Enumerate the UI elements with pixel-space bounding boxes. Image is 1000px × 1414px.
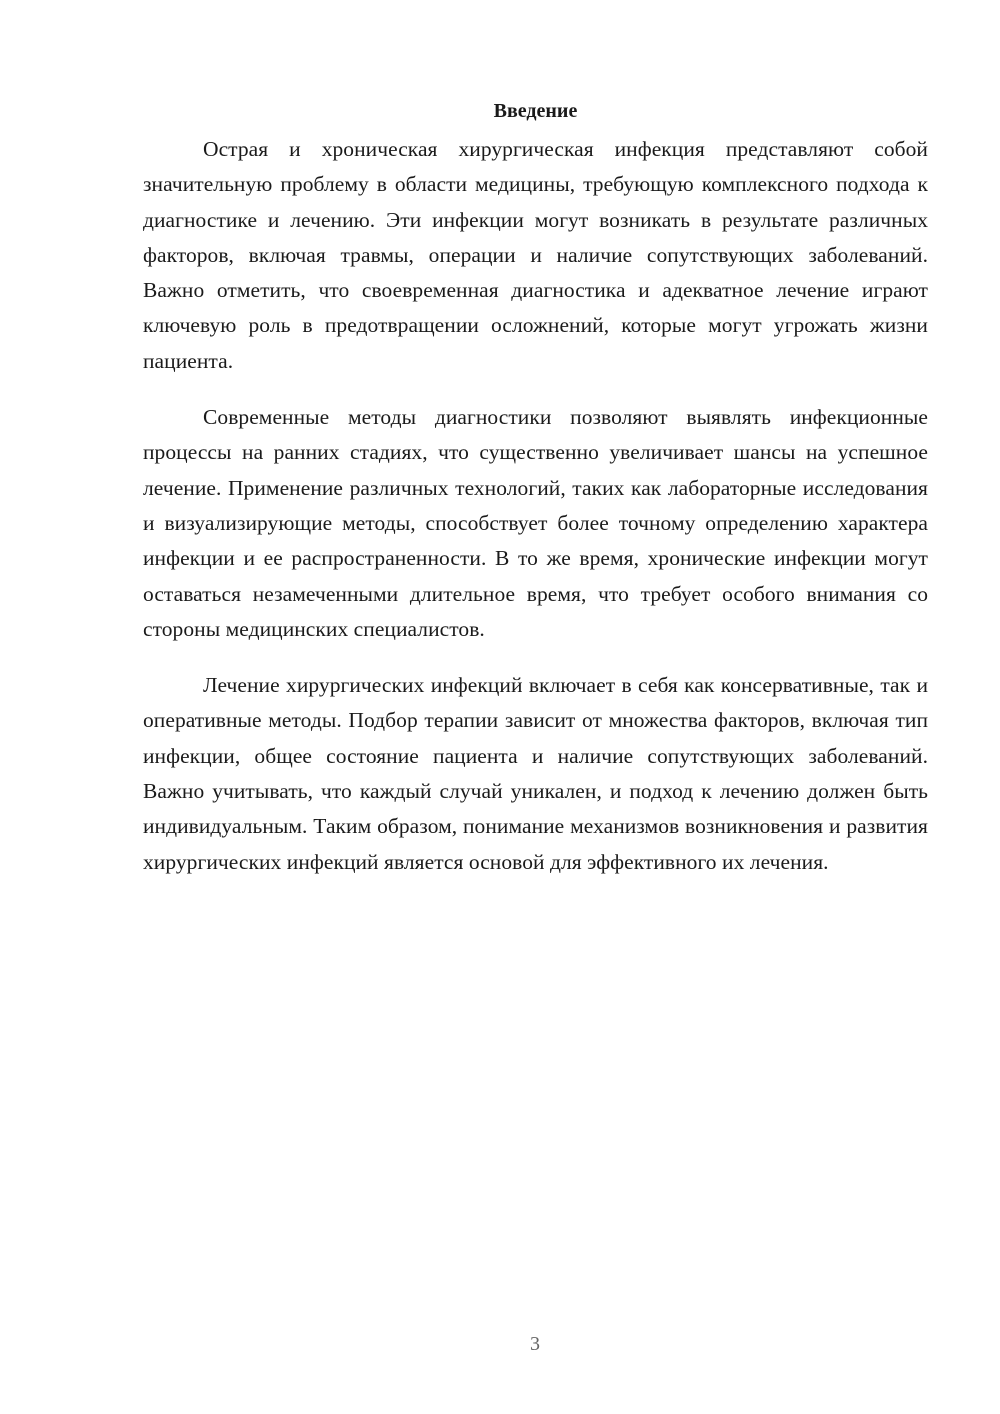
paragraph-3: Лечение хирургических инфекций включает в себя как консервативные, так и оперативные методы. Подбор терапии зависит от множества факторов, включая тип инфекции, общее состояние пациента и наличие сопутствующих заболеваний. Важно учитывать, что каждый случай уникален, и подход к лечению должен быть индивидуальным. Таким образом, понимание механизмов возникновения и развития хирургических инфекций является основой для эффективного их лечения.	[143, 673, 928, 874]
section-heading: Введение	[493, 100, 578, 122]
paragraph-2: Современные методы диагностики позволяют выявлять инфекционные процессы на ранних стадиях, что существенно увеличивает шансы на успешное лечение. Применение различных технологий, таких как лабораторные исследования и визуализирующие методы, способствует более точному определению характера инфекции и ее распространенности. В то же время, хронические инфекции могут оставаться незамеченными длительное время, что требует особого внимания со стороны медицинских специалистов.	[143, 405, 928, 641]
page-content	[143, 94, 928, 901]
paragraph-1: Острая и хроническая хирургическая инфекция представляют собой значительную проблему в области медицины, требующую комплексного подхода к диагностике и лечению. Эти инфекции могут возникать в результате различных факторов, включая травмы, операции и наличие сопутствующих заболеваний. Важно отметить, что своевременная диагностика и адекватное лечение играют ключевую роль в предотвращении осложнений, которые могут угрожать жизни пациента.	[143, 137, 928, 373]
page-number: 3	[530, 1333, 540, 1355]
